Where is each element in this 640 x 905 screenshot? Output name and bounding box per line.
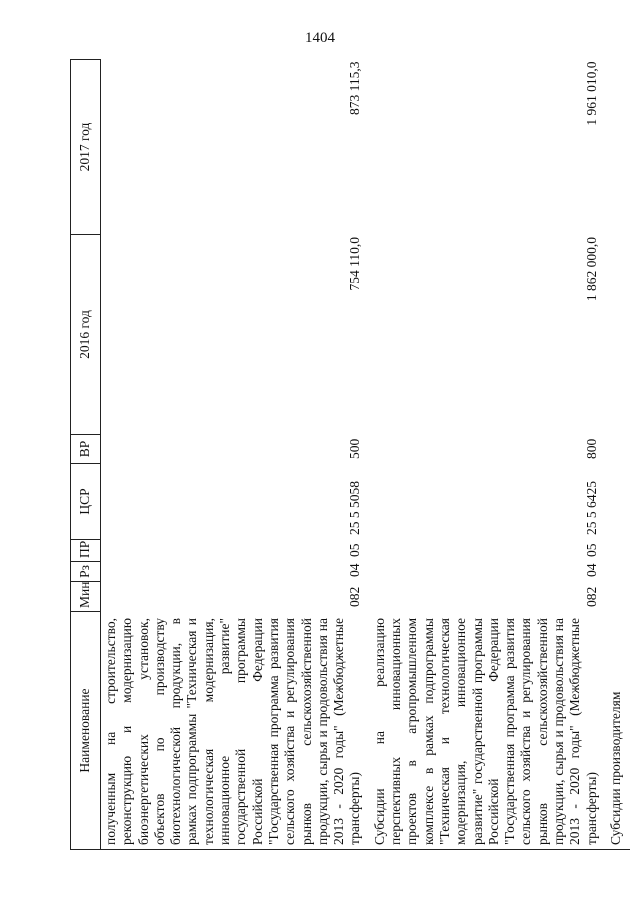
row-vr (606, 435, 630, 464)
row-rz: 04 (583, 563, 599, 577)
header-vr: ВР (71, 435, 101, 464)
table-row (101, 60, 370, 850)
header-csr: ЦСР (71, 464, 101, 540)
header-min: Мин (71, 582, 101, 612)
row-2017 (606, 60, 630, 235)
row-rz (606, 562, 630, 582)
row-csr (606, 464, 630, 540)
row-csr: 25 5 5058 (347, 481, 363, 535)
table-row (370, 60, 606, 850)
budget-table (70, 59, 630, 850)
row-rz: 04 (347, 563, 363, 577)
row-pr: 05 (347, 543, 363, 557)
row-2016: 1 862 000,0 (583, 237, 599, 302)
row-csr: 25 5 6425 (583, 481, 599, 535)
header-rz: Рз (71, 562, 101, 582)
row-2017: 1 961 010,0 (583, 61, 599, 126)
row-min: 082 (347, 586, 363, 607)
row-name: Субсидии на реализацию перспективных инновационных проектов в агропромышленном комплексе в рамках подпрограммы "Техническая и технологическая модернизация, инновационное развитие" государственной программы Российской Федерации "Государственная программа развития сельского хозяйства и регулирования рынков сельскохозяйственной продукции, сырья и продовольствия на 2013 - 2020 годы" (Межбюджетные трансферты) (370, 612, 606, 850)
row-min: 082 (583, 586, 599, 607)
page-number: 1404 (305, 30, 335, 46)
row-2016: 754 110,0 (347, 237, 363, 291)
row-min (606, 582, 630, 612)
header-pr: ПР (71, 540, 101, 562)
row-pr: 05 (583, 543, 599, 557)
header-2016: 2016 год (71, 235, 101, 435)
row-2016 (606, 235, 630, 435)
header-name: Наименование (71, 612, 101, 850)
rotated-budget-table (70, 60, 623, 850)
table-row (606, 60, 630, 850)
row-name: Субсидии производителям (606, 612, 630, 850)
row-pr (606, 540, 630, 562)
header-2017: 2017 год (71, 60, 101, 235)
table-header-row (71, 60, 101, 850)
row-vr: 800 (583, 438, 599, 459)
row-vr: 500 (347, 438, 363, 459)
row-name: полученным на строительство, реконструкцию и модернизацию биоэнергетических установок, объектов по производству биотехнологической продукции, в рамках подпрограммы "Техническая и технологическая модернизация, инновационное развитие" государственной программы Российской Федерации "Государственная программа развития сельского хозяйства и регулирования рынков сельскохозяйственной продукции, сырья и продовольствия на 2013 - 2020 годы" (Межбюджетные трансферты) (101, 612, 370, 850)
row-2017: 873 115,3 (347, 61, 363, 115)
